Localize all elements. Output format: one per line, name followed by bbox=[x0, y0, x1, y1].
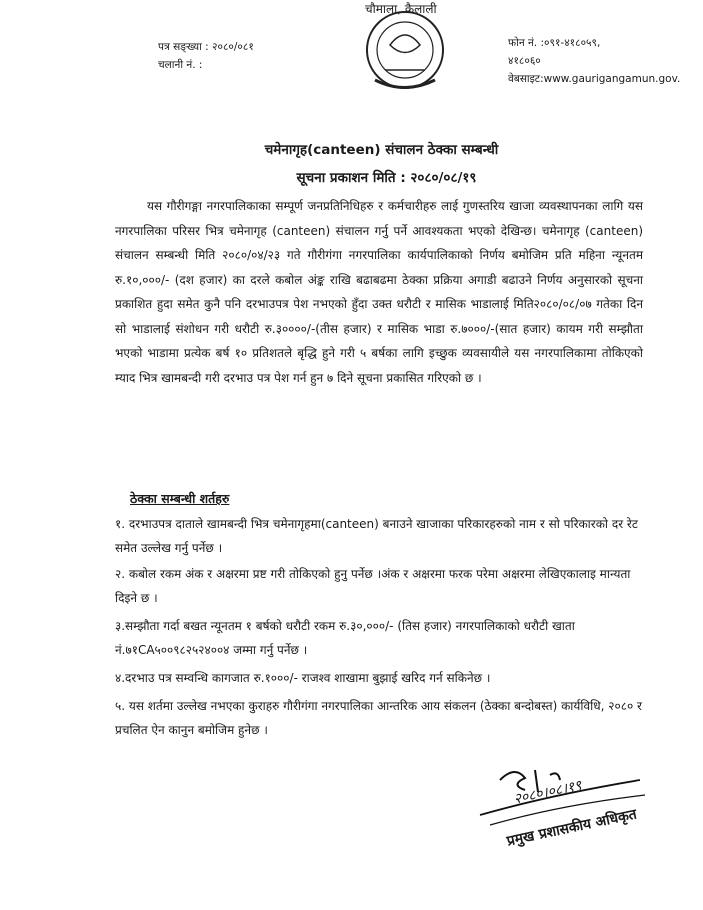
phone-number: फोन नं. :०९१-४१८०५९, bbox=[508, 37, 601, 49]
condition-item: १. दरभाउपत्र दाताले खामबन्दी भित्र चमेनागृहमा(canteen) बनाउने खाजाका परिकारहरुको नाम र सो परिकारको दर रेट समेत उल्लेख गर्नु पर्नेछ । bbox=[115, 517, 638, 555]
condition-item: ३.सम्झौता गर्दा बखत न्यूनतम १ बर्षको धरौटी रकम रु.३०,०००/- (तिस हजार) नगरपालिकाको धरौटी खाता नं.७१CA५००९८२५२४००४ जम्मा गर्नु पर्नेछ । bbox=[115, 619, 575, 657]
notice-title: चमेनागृह(canteen) संचालन ठेक्का सम्बन्धी bbox=[264, 142, 499, 158]
condition-item: २. कबोल रकम अंक र अक्षरमा प्रष्ट गरी तोकिएको हुनु पर्नेछ ।अंक र अक्षरमा फरक परेमा अक्षरमा लेखिएकालाइ मान्यता दिइने छ । bbox=[115, 567, 631, 605]
website: वेबसाइट:www.gaurigangamun.gov. bbox=[508, 73, 681, 85]
condition-item: ४.दरभाउ पत्र सम्वन्धि कागजात रु.१०००/- राजश्व शाखामा बुझाई खरिद गर्न सकिनेछ । bbox=[115, 671, 491, 685]
notice-body: यस गौरीगङ्गा नगरपालिकाका सम्पूर्ण जनप्रतिनिधिहरु र कर्मचारीहरु लाई गुणस्तरिय खाजा व्यवस्थापनका लागि यस नगरपालिका परिसर भित्र चमेनागृह (canteen) संचालन गर्नु पर्ने आवश्यकता भएको देखिन्छ। चमेनागृह (canteen) संचालन सम्बन्धी मिति २०८०/०४/२३ गते गौरीगंगा नगरपालिका कार्यपालिकाको निर्णय बमोजिम प्रति महिना न्यूनतम रु.१०,०००/- (दश हजार) का दरले कबोल अंङ्क राखि बढाबढमा ठेक्का प्रक्रिया अगाडी बढाउने निर्णय अनुसारको सूचना प्रकाशित हुदा समेत कुनै पनि दरभाउपत्र पेश नभएको हुँदा उक्त धरौटी र मासिक भाडालाई मिति२०८०/०८/०७ गतेका दिन सो भाडालाई संशोधन गरी धरौटी रु.३००००/-(तीस हजार) र मासिक भाडा रु.७०००/-(सात हजार) कायम गरी सम्झौता भएको भाडामा प्रत्येक बर्ष १० प्रतिशतले बृद्धि हुने गरी ५ बर्षका लागि इच्छुक व्यवसायीले यस नगरपालिकामा तोकिएको म्याद भित्र खामबन्दी गरी दरभाउ पत्र पेश गर्न हुन ७ दिने सूचना प्रकासित गरिएको छ । bbox=[115, 199, 643, 385]
phone-number-continued: ४१८०६० bbox=[508, 55, 541, 67]
reference-number: पत्र सङ्ख्या : २०८०/०८१ bbox=[158, 41, 254, 53]
handwritten-date: २०८०।०८।१९ bbox=[512, 777, 584, 808]
condition-item: ५. यस शर्तमा उल्लेख नभएका कुराहरु गौरीगंगा नगरपालिका आन्तरिक आय संकलन (ठेक्का बन्दोबस्त) कार्यविधि, २०८० र प्रचलित ऐन कानुन बमोजिम हुनेछ । bbox=[115, 699, 642, 737]
signatory-designation: प्रमुख प्रशासकीय अधिकृत bbox=[505, 806, 639, 850]
conditions-heading: ठेक्का सम्बन्धी शर्तहरु bbox=[130, 491, 230, 506]
notice-subtitle: सूचना प्रकाशन मिति : २०८०/०८/१९ bbox=[296, 170, 477, 186]
dispatch-number: चलानी नं. : bbox=[158, 59, 203, 71]
seal-location-text: चौमाला, कैलाली bbox=[365, 2, 437, 16]
